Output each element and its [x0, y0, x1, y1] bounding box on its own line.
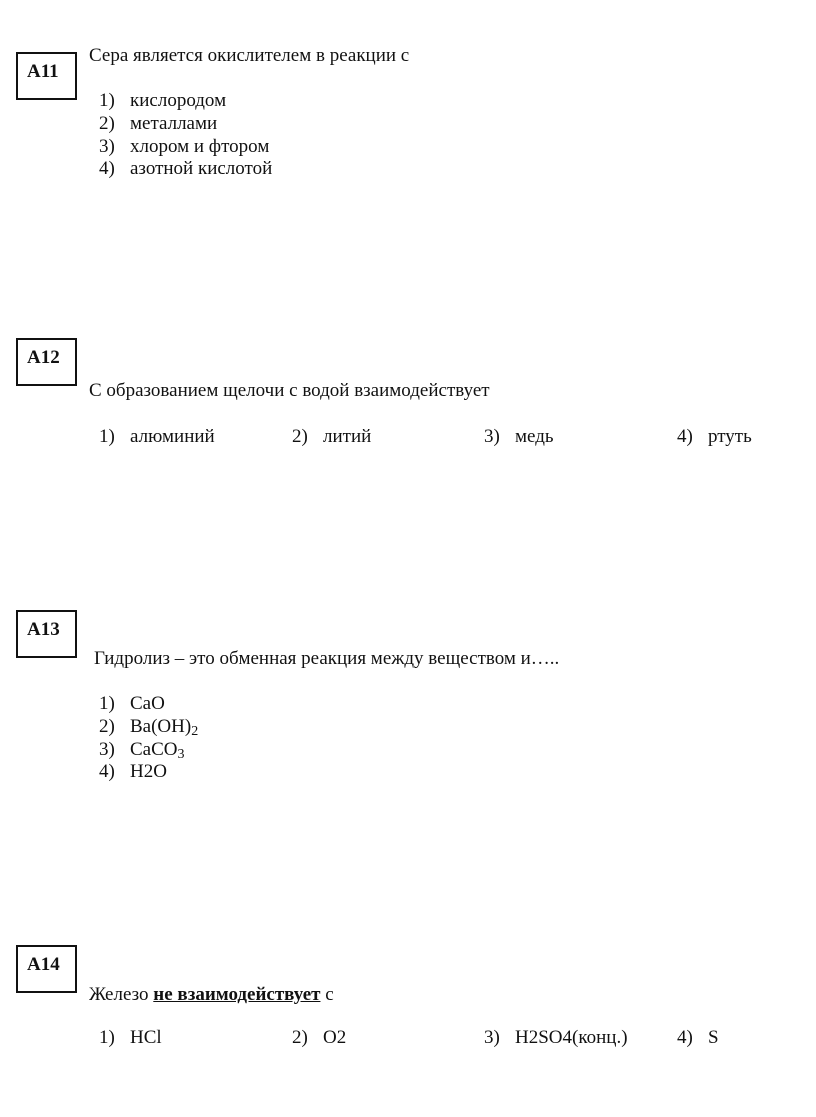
- formula-subscript: 2: [191, 724, 199, 739]
- answer-option[interactable]: [677, 1027, 719, 1049]
- option-number: 4): [677, 426, 693, 447]
- answer-option[interactable]: [99, 693, 165, 715]
- option-label: [130, 739, 185, 763]
- question-text-end: с: [320, 984, 334, 1005]
- option-label: O2: [323, 1027, 347, 1048]
- question-number: A12: [27, 347, 60, 368]
- question-text: [89, 984, 334, 1006]
- option-label: азотной кислотой: [130, 158, 273, 179]
- answer-option[interactable]: [99, 739, 185, 762]
- answer-option[interactable]: [484, 426, 554, 448]
- option-number: 3): [484, 1027, 500, 1048]
- option-label: ртуть: [708, 426, 752, 447]
- option-number: 2): [99, 113, 115, 134]
- question-text: С образованием щелочи с водой взаимодействует: [89, 380, 490, 401]
- answer-option[interactable]: [292, 426, 372, 448]
- option-number: 1): [99, 1027, 115, 1048]
- answer-option[interactable]: [99, 426, 215, 448]
- option-label: медь: [515, 426, 554, 447]
- question-number: A13: [27, 619, 60, 640]
- option-number: 1): [99, 426, 115, 447]
- option-number: 2): [99, 716, 115, 737]
- option-number: 2): [292, 1027, 308, 1048]
- option-label: HCl: [130, 1027, 162, 1048]
- option-number: 3): [99, 136, 115, 157]
- option-label: литий: [323, 426, 372, 447]
- option-number: 4): [677, 1027, 693, 1048]
- answer-option[interactable]: [484, 1027, 628, 1049]
- option-number: 3): [99, 739, 115, 760]
- option-number: 3): [484, 426, 500, 447]
- formula-main: CaCO: [130, 739, 178, 760]
- answer-option[interactable]: [99, 90, 227, 112]
- answer-option[interactable]: [99, 136, 270, 158]
- question-number-box: [16, 52, 77, 100]
- answer-option[interactable]: [677, 426, 752, 448]
- question-text: Гидролиз – это обменная реакция между веществом и…..: [94, 648, 560, 669]
- option-label: H2SO4(конц.): [515, 1027, 628, 1048]
- answer-option[interactable]: [99, 113, 218, 135]
- option-label: [130, 716, 198, 740]
- option-label: S: [708, 1027, 719, 1048]
- option-label: алюминий: [130, 426, 215, 447]
- answer-option[interactable]: [99, 716, 199, 739]
- option-label: кислородом: [130, 90, 227, 111]
- question-text: Сера является окислителем в реакции с: [89, 45, 410, 66]
- option-number: 4): [99, 761, 115, 782]
- option-number: 4): [99, 158, 115, 179]
- question-number-box: [16, 945, 77, 993]
- answer-option[interactable]: [99, 1027, 162, 1049]
- question-text-emphasis: не взаимодействует: [153, 984, 321, 1005]
- option-number: 1): [99, 90, 115, 111]
- option-number: 1): [99, 693, 115, 714]
- question-number-box: [16, 610, 77, 658]
- option-label: H2O: [130, 761, 167, 782]
- formula-subscript: 3: [177, 747, 185, 762]
- question-text-start: Железо: [89, 984, 154, 1005]
- question-number: A14: [27, 954, 60, 975]
- option-number: 2): [292, 426, 308, 447]
- option-label: хлором и фтором: [130, 136, 270, 157]
- answer-option[interactable]: [292, 1027, 347, 1049]
- formula-main: Ba(OH): [130, 716, 192, 737]
- question-number: A11: [27, 61, 59, 82]
- answer-option[interactable]: [99, 761, 167, 783]
- option-label: CaO: [130, 693, 165, 714]
- option-label: металлами: [130, 113, 218, 134]
- answer-option[interactable]: [99, 158, 273, 180]
- question-number-box: [16, 338, 77, 386]
